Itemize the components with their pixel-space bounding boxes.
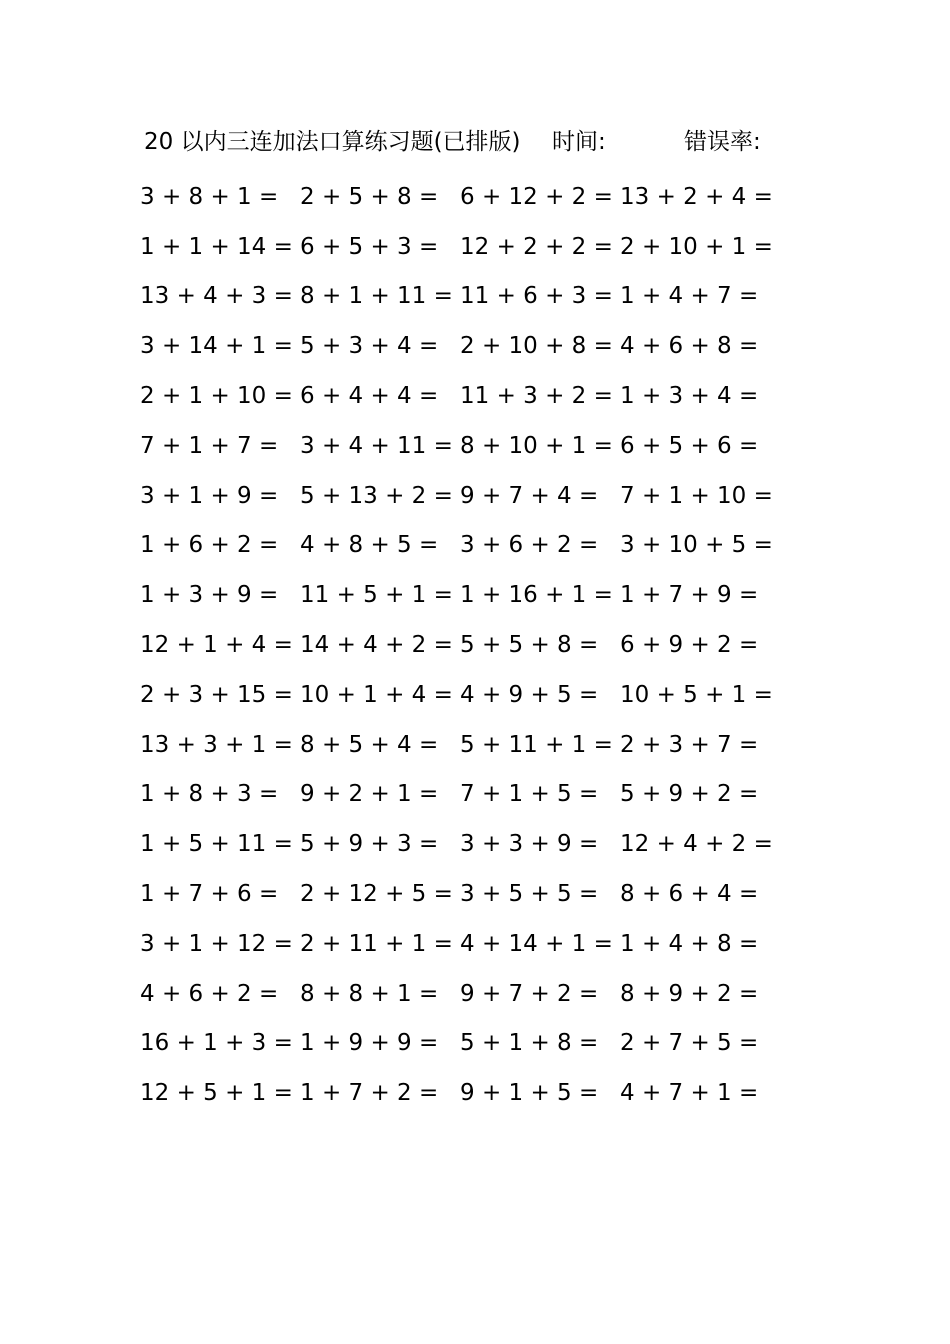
addition-problem: 7 + 1 + 5 = (460, 781, 599, 808)
problem-row (140, 919, 780, 969)
addition-problem: 1 + 7 + 9 = (620, 582, 759, 609)
addition-problem: 1 + 4 + 8 = (620, 930, 759, 957)
problem-row (140, 570, 780, 620)
addition-problem: 7 + 1 + 7 = (140, 432, 279, 459)
addition-problem: 13 + 3 + 1 = (140, 731, 293, 758)
addition-problem: 12 + 4 + 2 = (620, 831, 773, 858)
addition-problem: 2 + 3 + 7 = (620, 731, 759, 758)
time-label: 时间: (552, 129, 606, 155)
addition-problem: 3 + 1 + 12 = (140, 930, 293, 957)
problem-row (140, 321, 780, 371)
problem-row (140, 1068, 780, 1118)
problem-row (140, 222, 780, 272)
problem-row (140, 620, 780, 670)
addition-problem: 9 + 7 + 4 = (460, 482, 599, 509)
addition-problem: 4 + 14 + 1 = (460, 930, 613, 957)
addition-problem: 11 + 6 + 3 = (460, 283, 613, 310)
addition-problem: 6 + 12 + 2 = (460, 183, 613, 210)
addition-problem: 1 + 7 + 2 = (300, 1080, 439, 1107)
addition-problem: 4 + 7 + 1 = (620, 1080, 759, 1107)
addition-problem: 2 + 7 + 5 = (620, 1030, 759, 1057)
worksheet-title: 20 以内三连加法口算练习题(已排版) (144, 129, 521, 155)
addition-problem: 2 + 12 + 5 = (300, 881, 453, 908)
addition-problem: 2 + 1 + 10 = (140, 383, 293, 410)
addition-problem: 13 + 2 + 4 = (620, 183, 773, 210)
addition-problem: 3 + 8 + 1 = (140, 183, 279, 210)
addition-problem: 3 + 1 + 9 = (140, 482, 279, 509)
addition-problem: 6 + 9 + 2 = (620, 632, 759, 659)
addition-problem: 3 + 6 + 2 = (460, 532, 599, 559)
addition-problem: 1 + 9 + 9 = (300, 1030, 439, 1057)
addition-problem: 9 + 1 + 5 = (460, 1080, 599, 1107)
addition-problem: 10 + 5 + 1 = (620, 681, 773, 708)
addition-problem: 3 + 5 + 5 = (460, 881, 599, 908)
problem-grid (140, 172, 780, 1118)
addition-problem: 8 + 8 + 1 = (300, 980, 439, 1007)
addition-problem: 3 + 10 + 5 = (620, 532, 773, 559)
addition-problem: 8 + 6 + 4 = (620, 881, 759, 908)
addition-problem: 2 + 10 + 8 = (460, 333, 613, 360)
problem-row (140, 770, 780, 820)
error-rate-label: 错误率: (684, 129, 761, 155)
problem-row (140, 371, 780, 421)
addition-problem: 1 + 6 + 2 = (140, 532, 279, 559)
problem-row (140, 819, 780, 869)
addition-problem: 2 + 11 + 1 = (300, 930, 453, 957)
addition-problem: 8 + 1 + 11 = (300, 283, 453, 310)
addition-problem: 16 + 1 + 3 = (140, 1030, 293, 1057)
addition-problem: 1 + 3 + 4 = (620, 383, 759, 410)
addition-problem: 5 + 3 + 4 = (300, 333, 439, 360)
addition-problem: 1 + 4 + 7 = (620, 283, 759, 310)
addition-problem: 6 + 5 + 6 = (620, 432, 759, 459)
addition-problem: 1 + 7 + 6 = (140, 881, 279, 908)
addition-problem: 11 + 5 + 1 = (300, 582, 453, 609)
addition-problem: 12 + 5 + 1 = (140, 1080, 293, 1107)
addition-problem: 12 + 2 + 2 = (460, 233, 613, 260)
addition-problem: 4 + 9 + 5 = (460, 681, 599, 708)
addition-problem: 5 + 9 + 2 = (620, 781, 759, 808)
addition-problem: 1 + 16 + 1 = (460, 582, 613, 609)
addition-problem: 2 + 10 + 1 = (620, 233, 773, 260)
problem-row (140, 521, 780, 571)
problem-row (140, 421, 780, 471)
addition-problem: 8 + 10 + 1 = (460, 432, 613, 459)
addition-problem: 6 + 4 + 4 = (300, 383, 439, 410)
problem-row (140, 172, 780, 222)
addition-problem: 3 + 4 + 11 = (300, 432, 453, 459)
addition-problem: 1 + 3 + 9 = (140, 582, 279, 609)
addition-problem: 2 + 3 + 15 = (140, 681, 293, 708)
addition-problem: 4 + 6 + 2 = (140, 980, 279, 1007)
addition-problem: 8 + 9 + 2 = (620, 980, 759, 1007)
addition-problem: 9 + 7 + 2 = (460, 980, 599, 1007)
addition-problem: 1 + 1 + 14 = (140, 233, 293, 260)
addition-problem: 14 + 4 + 2 = (300, 632, 453, 659)
addition-problem: 5 + 5 + 8 = (460, 632, 599, 659)
addition-problem: 1 + 8 + 3 = (140, 781, 279, 808)
addition-problem: 1 + 5 + 11 = (140, 831, 293, 858)
addition-problem: 6 + 5 + 3 = (300, 233, 439, 260)
addition-problem: 7 + 1 + 10 = (620, 482, 773, 509)
addition-problem: 4 + 6 + 8 = (620, 333, 759, 360)
addition-problem: 8 + 5 + 4 = (300, 731, 439, 758)
problem-row (140, 272, 780, 322)
addition-problem: 5 + 9 + 3 = (300, 831, 439, 858)
addition-problem: 11 + 3 + 2 = (460, 383, 613, 410)
problem-row (140, 969, 780, 1019)
problem-row (140, 720, 780, 770)
addition-problem: 3 + 3 + 9 = (460, 831, 599, 858)
addition-problem: 5 + 11 + 1 = (460, 731, 613, 758)
addition-problem: 9 + 2 + 1 = (300, 781, 439, 808)
addition-problem: 5 + 1 + 8 = (460, 1030, 599, 1057)
problem-row (140, 471, 780, 521)
addition-problem: 12 + 1 + 4 = (140, 632, 293, 659)
addition-problem: 4 + 8 + 5 = (300, 532, 439, 559)
addition-problem: 5 + 13 + 2 = (300, 482, 453, 509)
addition-problem: 2 + 5 + 8 = (300, 183, 439, 210)
worksheet-header (144, 124, 784, 160)
addition-problem: 10 + 1 + 4 = (300, 681, 453, 708)
addition-problem: 13 + 4 + 3 = (140, 283, 293, 310)
problem-row (140, 869, 780, 919)
problem-row (140, 670, 780, 720)
addition-problem: 3 + 14 + 1 = (140, 333, 293, 360)
problem-row (140, 1019, 780, 1069)
